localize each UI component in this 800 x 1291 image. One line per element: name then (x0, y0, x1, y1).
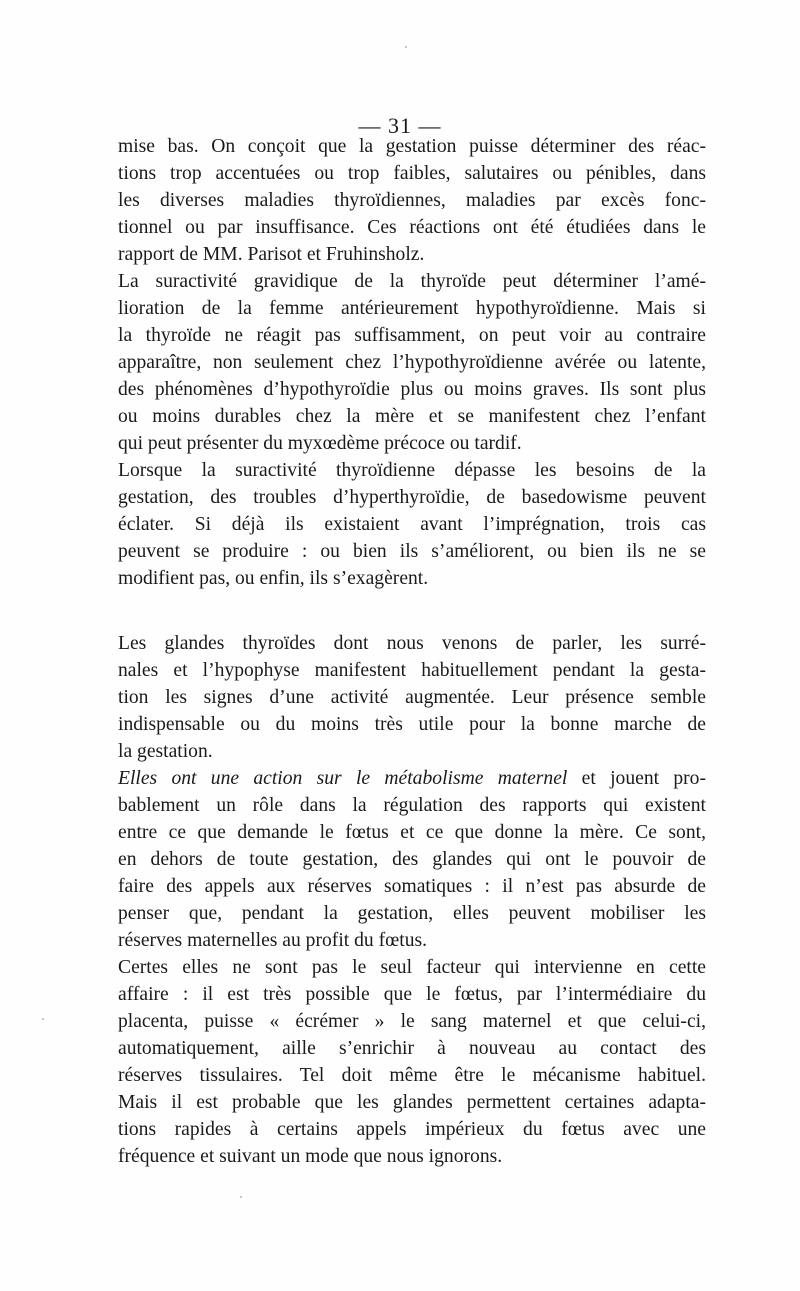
text-line: La suractivité gravidique de la thyroïde peut déterminer l’amé- (118, 271, 706, 292)
paragraph (118, 268, 706, 457)
text-line: Mais il est probable que les glandes permettent certaines adapta- (118, 1092, 706, 1113)
text-line: mise bas. On conçoit que la gestation puisse déterminer des réac- (118, 136, 706, 157)
text-line: réserves maternelles au profit du fœtus. (118, 930, 428, 951)
text-line: indispensable ou du moins très utile pour la bonne marche de (118, 714, 706, 735)
text-line: tions rapides à certains appels impérieux du fœtus avec une (118, 1119, 706, 1140)
text-line: peuvent se produire : ou bien ils s’améliorent, ou bien ils ne se (118, 541, 706, 562)
text-line: éclater. Si déjà ils existaient avant l’imprégnation, trois cas (118, 514, 706, 535)
text-line: la thyroïde ne réagit pas suffisamment, on peut voir au contraire (118, 325, 706, 346)
text-line: qui peut présenter du myxœdème précoce ou tardif. (118, 433, 522, 454)
text-line: fréquence et suivant un mode que nous ignorons. (118, 1146, 503, 1167)
text-fragment: et jouent pro- (567, 768, 706, 789)
text-line: gestation, des troubles d’hyperthyroïdie, de basedowisme peuvent (118, 487, 706, 508)
paragraph (118, 133, 706, 268)
text-line: Certes elles ne sont pas le seul facteur qui intervienne en cette (118, 957, 706, 978)
text-line: Lorsque la suractivité thyroïdienne dépasse les besoins de la (118, 460, 706, 481)
text-line: des phénomènes d’hypothyroïdie plus ou moins graves. Ils sont plus (118, 379, 706, 400)
text-line: penser que, pendant la gestation, elles peuvent mobiliser les (118, 903, 706, 924)
text-line: tion les signes d’une activité augmentée. Leur présence semble (118, 687, 706, 708)
text-section-1 (118, 133, 706, 592)
text-line: modifient pas, ou enfin, ils s’exagèrent. (118, 568, 429, 589)
text-line: tionnel ou par insuffisance. Ces réactions ont été étudiées dans le (118, 217, 706, 238)
text-line: réserves tissulaires. Tel doit même être le mécanisme habituel. (118, 1065, 706, 1086)
text-line: entre ce que demande le fœtus et ce que donne la mère. Ce sont, (118, 822, 706, 843)
italic-phrase: Elles ont une action sur le métabolisme maternel (118, 768, 568, 789)
text-line: nales et l’hypophyse manifestent habituellement pendant la gesta- (118, 660, 706, 681)
paragraph (118, 765, 706, 954)
text-section-2 (118, 630, 706, 1170)
text-line (118, 765, 706, 792)
paragraph (118, 630, 706, 765)
text-line: les diverses maladies thyroïdiennes, maladies par excès fonc- (118, 190, 706, 211)
text-line: lioration de la femme antérieurement hypothyroïdienne. Mais si (118, 298, 706, 319)
paragraph (118, 457, 706, 592)
paper-speck (405, 46, 407, 48)
text-line: bablement un rôle dans la régulation des rapports qui existent (118, 795, 706, 816)
text-line: Les glandes thyroïdes dont nous venons de parler, les surré- (118, 633, 706, 654)
text-line: faire des appels aux réserves somatiques : il n’est pas absurde de (118, 876, 706, 897)
text-line: placenta, puisse « écrémer » le sang maternel et que celui-ci, (118, 1011, 706, 1032)
paragraph (118, 954, 706, 1170)
text-line: apparaître, non seulement chez l’hypothyroïdienne avérée ou latente, (118, 352, 706, 373)
text-line: ou moins durables chez la mère et se manifestent chez l’enfant (118, 406, 706, 427)
text-line: rapport de MM. Parisot et Fruhinsholz. (118, 244, 425, 265)
text-line: en dehors de toute gestation, des glandes qui ont le pouvoir de (118, 849, 706, 870)
text-line: affaire : il est très possible que le fœtus, par l’intermédiaire du (118, 984, 706, 1005)
text-line: tions trop accentuées ou trop faibles, salutaires ou pénibles, dans (118, 163, 706, 184)
paper-speck (240, 1196, 242, 1198)
text-line: automatiquement, aille s’enrichir à nouveau au contact des (118, 1038, 706, 1059)
text-line: la gestation. (118, 741, 213, 762)
paper-speck (42, 1018, 44, 1020)
page-number: — 31 — (358, 113, 442, 138)
